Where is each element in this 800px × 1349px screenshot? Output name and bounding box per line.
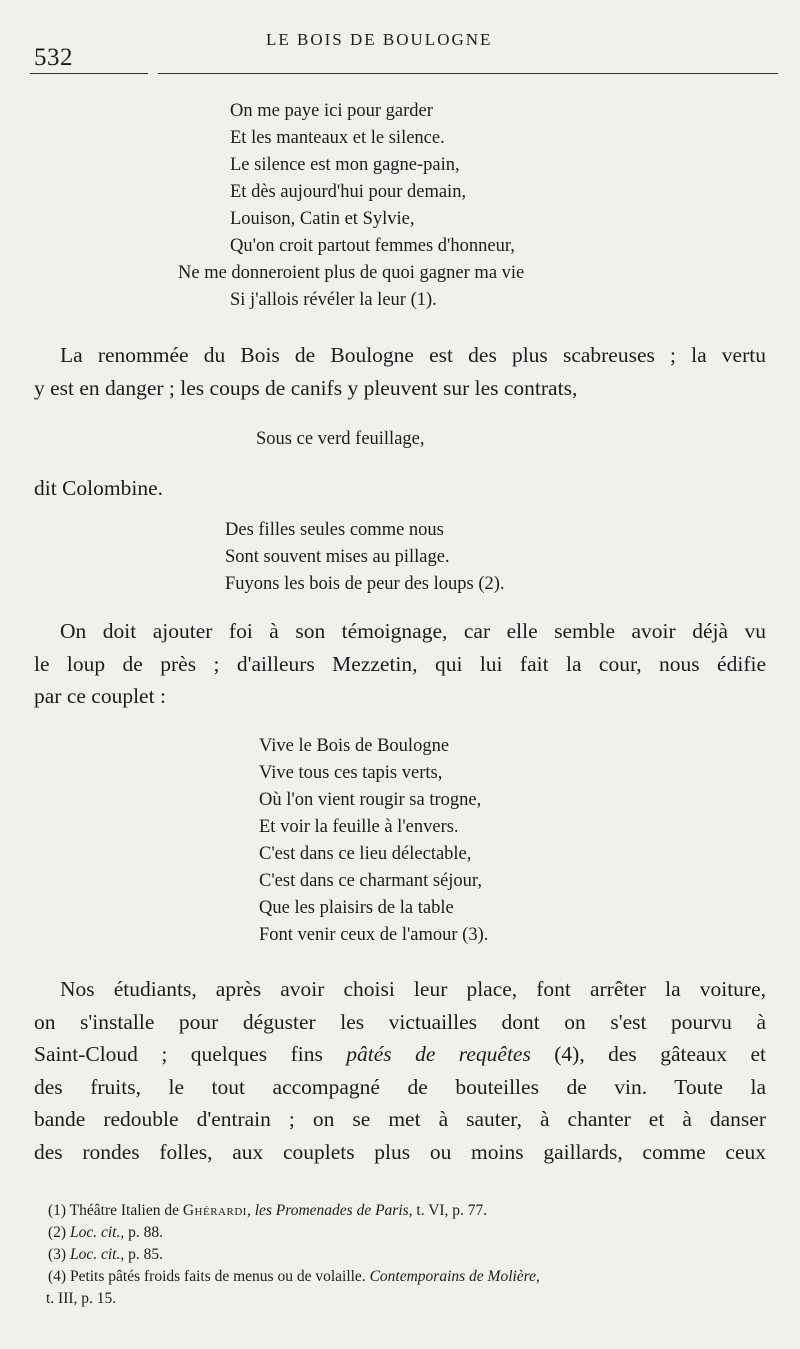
prose-line: Nos étudiants, après avoir choisi leur place, font arrêter la voiture, bbox=[60, 977, 766, 1001]
header-rule-right bbox=[158, 73, 778, 74]
verse-line: Où l'on vient rougir sa trogne, bbox=[259, 790, 482, 810]
verse-line: Ne me donneroient plus de quoi gagner ma vie bbox=[178, 263, 525, 283]
prose-line: par ce couplet : bbox=[34, 684, 166, 708]
verse-line: Le silence est mon gagne-pain, bbox=[230, 155, 460, 175]
prose-line: bande redouble d'entrain ; on se met à sauter, à chanter et à danser bbox=[34, 1107, 766, 1131]
footnote-3 bbox=[48, 1244, 768, 1266]
verse-line: Font venir ceux de l'amour (3). bbox=[259, 925, 489, 945]
italic-text: Loc. cit. bbox=[69, 1224, 121, 1241]
paragraph-dit-colombine bbox=[34, 472, 766, 505]
prose-line: La renommée du Bois de Boulogne est des plus scabreuses ; la vertu bbox=[60, 343, 766, 367]
prose-line: On doit ajouter foi à son témoignage, car elle semble avoir déjà vu bbox=[60, 619, 766, 643]
verse-line: Vive tous ces tapis verts, bbox=[259, 763, 443, 783]
prose-line: on s'installe pour déguster les victuailles dont on s'est pourvu à bbox=[34, 1009, 766, 1034]
text-run: (2) bbox=[48, 1224, 70, 1241]
prose-line: des rondes folles, aux couplets plus ou moins gaillards, comme ceux bbox=[34, 1139, 766, 1164]
verse-line: Qu'on croit partout femmes d'honneur, bbox=[230, 236, 515, 256]
verse-block-4 bbox=[259, 733, 488, 949]
verse-line: Et voir la feuille à l'envers. bbox=[259, 817, 459, 837]
verse-line: Vive le Bois de Boulogne bbox=[259, 736, 450, 756]
verse-line: Des filles seules comme nous bbox=[225, 520, 444, 540]
verse-block-2 bbox=[256, 426, 425, 453]
text-run: (1) Théâtre Italien de bbox=[48, 1202, 183, 1219]
prose-line bbox=[34, 1038, 766, 1071]
verse-line: Et dès aujourd'hui pour demain, bbox=[230, 182, 467, 202]
footnote-1 bbox=[48, 1200, 768, 1222]
page-number: 532 bbox=[34, 44, 73, 71]
text-run: (3) bbox=[48, 1246, 70, 1263]
text-run: , bbox=[246, 1202, 255, 1219]
paragraph-temoignage bbox=[34, 615, 766, 713]
italic-text: les Promenades de Paris bbox=[254, 1202, 409, 1219]
footnote-4 bbox=[48, 1266, 768, 1288]
text-run: , t. VI, p. 77. bbox=[408, 1202, 488, 1219]
verse-line: On me paye ici pour garder bbox=[230, 101, 433, 121]
italic-text: Contemporains de Molière bbox=[369, 1268, 537, 1285]
verse-block-3 bbox=[225, 517, 505, 598]
italic-text: pâtés de requêtes bbox=[346, 1042, 531, 1066]
verse-line: Louison, Catin et Sylvie, bbox=[230, 209, 415, 229]
author-name: Ghérardi bbox=[182, 1202, 247, 1219]
page-header bbox=[30, 26, 760, 76]
prose-line: dit Colombine. bbox=[34, 476, 163, 500]
text-run: Saint-Cloud ; quelques fins bbox=[34, 1042, 347, 1066]
verse-line: Sont souvent mises au pillage. bbox=[225, 547, 450, 567]
verse-block-1 bbox=[178, 98, 525, 314]
text-run: , p. 88. bbox=[120, 1224, 163, 1241]
verse-line: Que les plaisirs de la table bbox=[259, 898, 454, 918]
text-run: (4), des gâteaux et bbox=[530, 1042, 766, 1066]
footnote-2 bbox=[48, 1222, 768, 1244]
running-title: LE BOIS DE BOULOGNE bbox=[266, 30, 493, 49]
verse-line: Fuyons les bois de peur des loups (2). bbox=[225, 574, 505, 594]
italic-text: Loc. cit. bbox=[69, 1246, 121, 1263]
prose-line: des fruits, le tout accompagné de bouteilles de vin. Toute la bbox=[34, 1074, 766, 1099]
verse-line: Sous ce verd feuillage, bbox=[256, 429, 425, 449]
footnote-4-continuation: t. III, p. 15. bbox=[46, 1290, 117, 1307]
prose-line: y est en danger ; les coups de canifs y pleuvent sur les contrats, bbox=[34, 375, 578, 400]
paragraph-etudiants bbox=[34, 973, 766, 1168]
text-run: , bbox=[536, 1268, 540, 1285]
text-run: , p. 85. bbox=[120, 1246, 163, 1263]
prose-line: le loup de près ; d'ailleurs Mezzetin, qui lui fait la cour, nous édifie bbox=[34, 651, 766, 676]
footnotes bbox=[48, 1200, 768, 1310]
verse-line: Si j'allois révéler la leur (1). bbox=[230, 290, 437, 310]
paragraph-renommee bbox=[34, 339, 766, 404]
verse-line: Et les manteaux et le silence. bbox=[230, 128, 445, 148]
text-run: (4) Petits pâtés froids faits de menus ou de volaille. bbox=[48, 1268, 370, 1285]
verse-line: C'est dans ce lieu délectable, bbox=[259, 844, 472, 864]
verse-line: C'est dans ce charmant séjour, bbox=[259, 871, 482, 891]
header-rule-left bbox=[30, 73, 148, 74]
